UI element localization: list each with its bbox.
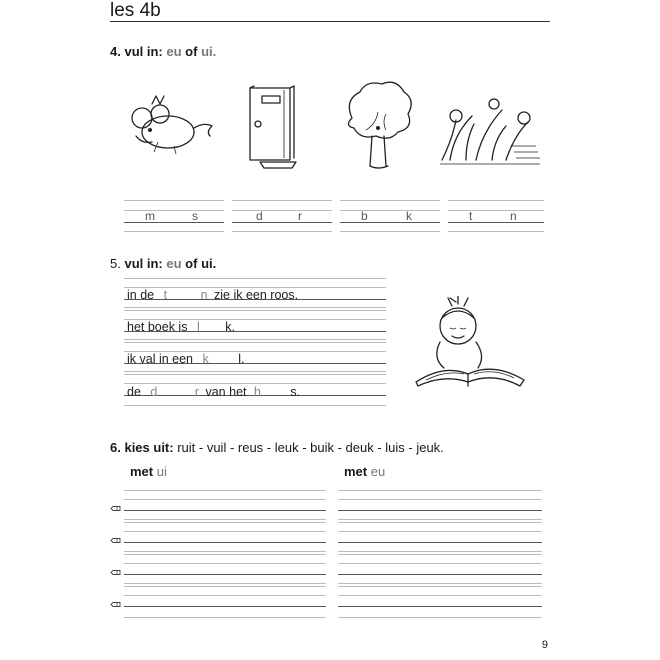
q6-col2-option: eu bbox=[370, 464, 386, 479]
q5-title bbox=[110, 256, 216, 271]
q5-sentence-3: ik val in een k l. bbox=[127, 352, 245, 366]
q6-number: 6. bbox=[110, 440, 121, 455]
q4-word-line-2[interactable] bbox=[232, 200, 332, 232]
q4-word3-letter-a: b bbox=[361, 209, 368, 223]
q6-prefix: kies uit: bbox=[124, 440, 174, 455]
q5-sentence-1: in de t n zie ik een roos. bbox=[127, 288, 299, 302]
q6-col2-line-1[interactable] bbox=[338, 490, 542, 520]
q5-of: of bbox=[185, 256, 198, 271]
q4-word2-letter-a: d bbox=[256, 209, 263, 223]
q4-word1-letter-a: m bbox=[145, 209, 155, 223]
pencil-icon bbox=[110, 505, 121, 512]
q4-word3-letter-b: k bbox=[406, 209, 412, 223]
tree-drawing bbox=[342, 80, 414, 176]
q4-word4-letter-b: n bbox=[510, 209, 517, 223]
q6-title bbox=[110, 440, 444, 455]
q5-option-eu: eu bbox=[166, 256, 182, 271]
q6-col2-line-3[interactable] bbox=[338, 554, 542, 584]
q4-word4-letter-a: t bbox=[469, 209, 473, 223]
q4-option-eu: eu bbox=[166, 44, 182, 59]
q4-word1-letter-b: s bbox=[192, 209, 198, 223]
q5-sentence-2: het boek is l k. bbox=[127, 320, 235, 334]
q4-of: of bbox=[185, 44, 198, 59]
weeds-drawing bbox=[436, 90, 544, 170]
q6-col1-line-2[interactable] bbox=[124, 522, 326, 552]
q4-number: 4. bbox=[110, 44, 121, 59]
q6-col2-line-2[interactable] bbox=[338, 522, 542, 552]
page-number: 9 bbox=[541, 639, 548, 651]
reading-child-drawing bbox=[412, 296, 528, 390]
q5-prefix: vul in: bbox=[124, 256, 163, 271]
mouse-drawing bbox=[128, 92, 216, 162]
q6-col2-line-4[interactable] bbox=[338, 586, 542, 618]
pencil-icon bbox=[110, 569, 121, 576]
q4-title bbox=[110, 44, 216, 59]
q6-col1-option: ui bbox=[156, 464, 167, 479]
page-title: les 4b bbox=[110, 0, 161, 21]
q4-word-line-4[interactable] bbox=[448, 200, 544, 232]
q6-col2-header: met eu bbox=[344, 464, 386, 479]
q5-sentence-4: de d r van het h s. bbox=[127, 385, 301, 399]
q5-number: 5. bbox=[110, 256, 121, 271]
q4-word-line-3[interactable] bbox=[340, 200, 440, 232]
q4-option-ui: ui. bbox=[201, 44, 217, 59]
q6-word-list: ruit - vuil - reus - leuk - buik - deuk - luis - jeuk. bbox=[177, 440, 444, 455]
q6-col1-line-3[interactable] bbox=[124, 554, 326, 584]
q5-option-ui: ui. bbox=[201, 256, 217, 271]
q4-word2-letter-b: r bbox=[298, 209, 302, 223]
pencil-icon bbox=[110, 537, 121, 544]
q6-col1-header: met ui bbox=[130, 464, 167, 479]
q6-col1-line-1[interactable] bbox=[124, 490, 326, 520]
q4-prefix: vul in: bbox=[124, 44, 163, 59]
q6-col1-line-4[interactable] bbox=[124, 586, 326, 618]
q4-word-line-1[interactable] bbox=[124, 200, 224, 232]
header-rule bbox=[110, 21, 550, 22]
pencil-icon bbox=[110, 601, 121, 608]
door-drawing bbox=[244, 84, 300, 172]
